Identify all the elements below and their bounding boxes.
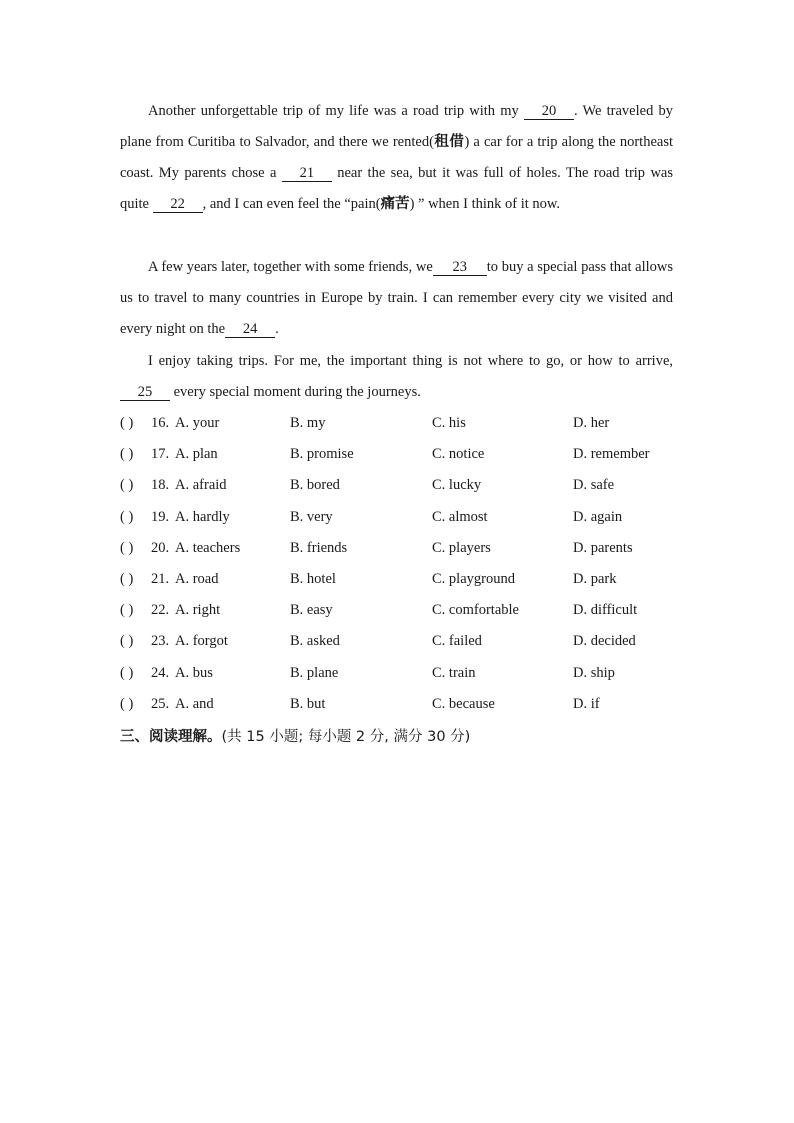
question-number: 20.	[151, 539, 170, 556]
option-c: C. comfortable	[432, 602, 519, 619]
question-number: 21.	[151, 570, 170, 587]
passage-text: , and I can even feel the “pain(	[202, 196, 381, 212]
blank-24: 24	[225, 322, 275, 338]
option-c: C. lucky	[432, 477, 482, 494]
blank-22: 22	[153, 197, 203, 213]
passage-text: .	[275, 321, 279, 337]
question-list	[120, 408, 680, 720]
question-row	[120, 689, 680, 720]
passage-text: every special moment during the journeys.	[173, 384, 421, 400]
option-a: A. your	[175, 415, 220, 431]
option-d: D. if	[573, 695, 600, 712]
blank-21: 21	[282, 166, 332, 182]
question-number: 18.	[151, 477, 170, 494]
answer-bracket[interactable]: ( )	[120, 415, 134, 431]
answer-bracket[interactable]: ( )	[120, 570, 134, 587]
option-a: A. road	[175, 570, 219, 587]
option-c: C. almost	[432, 508, 488, 525]
answer-bracket[interactable]: ( )	[120, 446, 134, 463]
answer-bracket[interactable]: ( )	[120, 602, 134, 619]
passage-text: A few years later, together with some friends, we	[148, 259, 433, 275]
passage-text: near the sea, but it was full of holes. The road trip was quite	[120, 165, 673, 212]
question-row	[120, 626, 680, 657]
question-number: 23.	[151, 633, 170, 650]
option-c: C. his	[432, 415, 466, 431]
answer-bracket[interactable]: ( )	[120, 477, 134, 494]
option-c: C. train	[432, 664, 476, 681]
option-a: A. teachers	[175, 539, 241, 556]
option-c: C. failed	[432, 633, 482, 650]
question-row	[120, 439, 680, 470]
answer-bracket[interactable]: ( )	[120, 508, 134, 525]
chinese-gloss: 痛苦	[380, 196, 410, 212]
blank-20: 20	[524, 104, 574, 120]
answer-bracket[interactable]: ( )	[120, 633, 134, 650]
blank-23: 23	[433, 260, 487, 276]
option-d: D. again	[573, 508, 623, 525]
option-d: D. difficult	[573, 602, 638, 619]
option-c: C. because	[432, 695, 495, 712]
option-b: B. plane	[290, 664, 339, 681]
question-number: 17.	[151, 446, 170, 463]
option-a: A. forgot	[175, 633, 228, 650]
question-number: 24.	[151, 664, 170, 681]
option-b: B. friends	[290, 539, 348, 556]
passage-text: to buy a special pass that allows us to travel to many countries in Europe by train. I can remember every city we visited and every night on the	[120, 259, 674, 337]
option-b: B. but	[290, 695, 326, 712]
option-b: B. bored	[290, 477, 340, 494]
section-title: 三、阅读理解。	[120, 729, 222, 745]
blank-25: 25	[120, 385, 170, 401]
question-row	[120, 408, 680, 439]
option-b: B. promise	[290, 446, 354, 463]
option-d: D. safe	[573, 477, 615, 494]
question-number: 19.	[151, 508, 170, 525]
question-row	[120, 470, 680, 501]
option-b: B. very	[290, 508, 333, 525]
option-d: D. her	[573, 415, 610, 431]
option-b: B. my	[290, 415, 326, 431]
question-number: 25.	[151, 695, 170, 712]
question-row	[120, 564, 680, 595]
option-b: B. easy	[290, 602, 333, 619]
option-c: C. notice	[432, 446, 485, 463]
option-a: A. and	[175, 695, 214, 712]
option-b: B. hotel	[290, 570, 336, 587]
question-row	[120, 595, 680, 626]
question-number: 16.	[151, 415, 170, 431]
question-row	[120, 658, 680, 689]
option-a: A. afraid	[175, 477, 227, 494]
section-subtitle: (共 15 小题; 每小题 2 分, 满分 30 分)	[221, 729, 471, 745]
option-d: D. remember	[573, 446, 650, 463]
question-row	[120, 502, 680, 533]
option-d: D. park	[573, 570, 617, 587]
option-a: A. plan	[175, 446, 218, 463]
answer-bracket[interactable]: ( )	[120, 695, 134, 712]
option-a: A. right	[175, 602, 221, 619]
option-d: D. decided	[573, 633, 636, 650]
option-c: C. playground	[432, 570, 515, 587]
option-c: C. players	[432, 539, 491, 556]
answer-bracket[interactable]: ( )	[120, 664, 134, 681]
question-row	[120, 533, 680, 564]
passage-text: ) ” when I think of it now.	[409, 196, 561, 212]
passage-text: ) a car for a trip along the northeast coast. My parents chose a	[120, 134, 674, 181]
passage-paragraph-3	[120, 346, 673, 408]
passage-text: Another unforgettable trip of my life was a road trip with my	[148, 103, 519, 119]
answer-bracket[interactable]: ( )	[120, 539, 134, 556]
option-a: A. bus	[175, 664, 213, 681]
passage-text: I enjoy taking trips. For me, the important thing is not where to go, or how to arrive,	[148, 353, 673, 369]
passage-paragraph-2	[120, 252, 673, 345]
option-b: B. asked	[290, 633, 340, 650]
passage-text: . We traveled by plane from Curitiba to Salvador, and there we rented(	[120, 103, 674, 150]
option-a: A. hardly	[175, 508, 230, 525]
chinese-gloss: 租借	[433, 134, 465, 150]
passage-paragraph-1	[120, 96, 673, 220]
section-heading	[120, 722, 470, 753]
option-d: D. ship	[573, 664, 615, 681]
option-d: D. parents	[573, 539, 633, 556]
question-number: 22.	[151, 602, 170, 619]
